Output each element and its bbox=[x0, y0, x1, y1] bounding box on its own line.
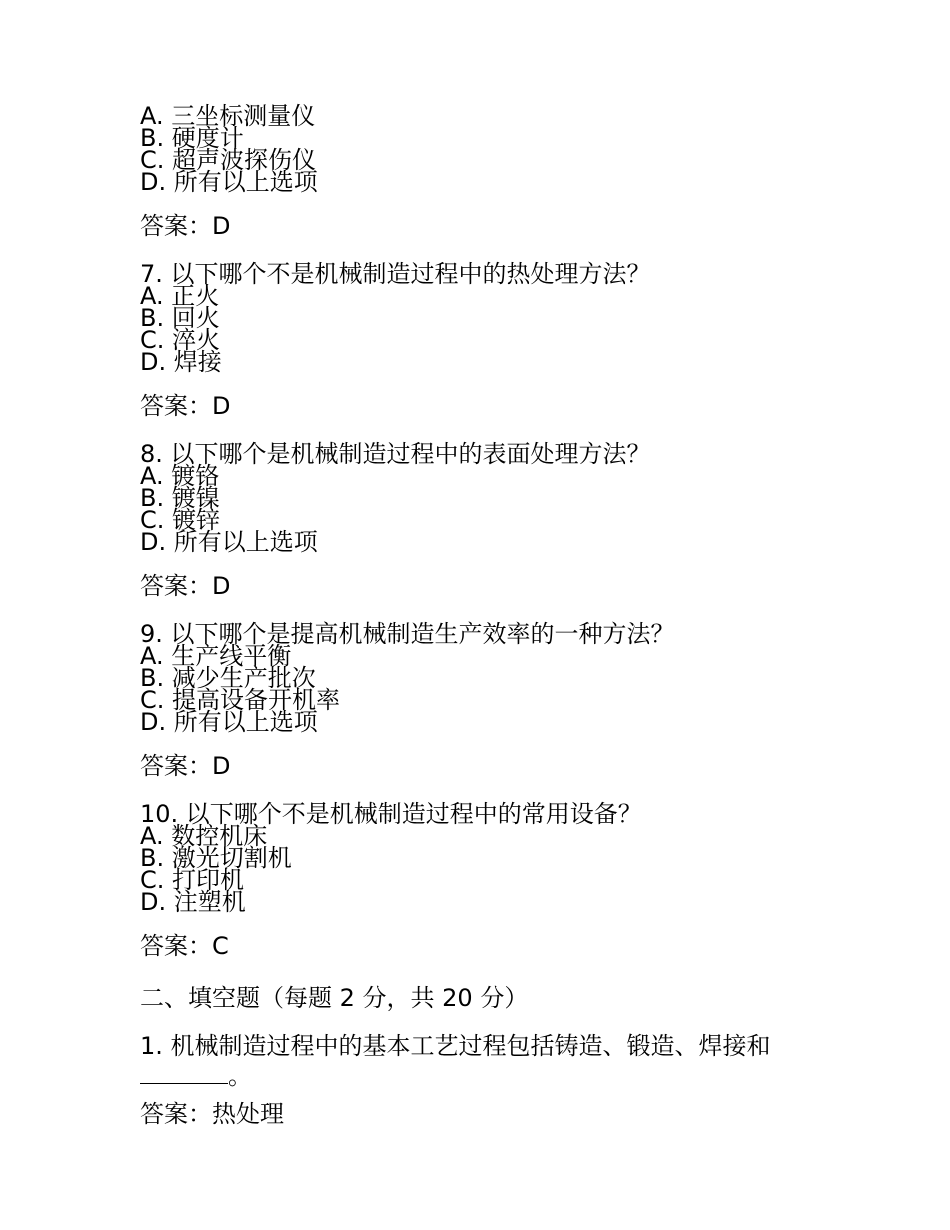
option-a: A. 数控机床 bbox=[140, 822, 268, 850]
question-block-8 bbox=[140, 440, 820, 601]
option-b: B. 激光切割机 bbox=[140, 844, 292, 872]
option-d: D. 所有以上选项 bbox=[140, 528, 318, 556]
option-b: B. 硬度计 bbox=[140, 124, 244, 152]
option-b: B. 镀镍 bbox=[140, 484, 220, 512]
question-text: 8. 以下哪个是机械制造过程中的表面处理方法？ bbox=[140, 440, 651, 468]
option-b: B. 回火 bbox=[140, 304, 220, 332]
option-a: A. 生产线平衡 bbox=[140, 642, 292, 670]
answer-blank bbox=[140, 1063, 228, 1084]
option-d: D. 所有以上选项 bbox=[140, 708, 318, 736]
question-block-10 bbox=[140, 800, 820, 961]
option-c: C. 提高设备开机率 bbox=[140, 686, 341, 714]
question-text: 9. 以下哪个是提高机械制造生产效率的一种方法？ bbox=[140, 620, 675, 648]
option-a: A. 三坐标测量仪 bbox=[140, 102, 316, 130]
option-c: C. 镀锌 bbox=[140, 506, 221, 534]
option-b: B. 减少生产批次 bbox=[140, 664, 316, 692]
option-c: C. 打印机 bbox=[140, 866, 245, 894]
answer-text: 答案：热处理 bbox=[140, 1100, 284, 1128]
answer-text: 答案：D bbox=[140, 752, 231, 780]
answer-text: 答案：C bbox=[140, 932, 229, 960]
question-block-7 bbox=[140, 260, 820, 421]
option-d: D. 所有以上选项 bbox=[140, 168, 318, 196]
option-d: D. 注塑机 bbox=[140, 888, 246, 916]
fill-question-text bbox=[140, 1031, 810, 1091]
answer-text: 答案：D bbox=[140, 212, 231, 240]
option-d: D. 焊接 bbox=[140, 348, 222, 376]
question-block-9 bbox=[140, 620, 820, 781]
option-a: A. 正火 bbox=[140, 282, 220, 310]
fill-question-stem: 1. 机械制造过程中的基本工艺过程包括铸造、锻造、焊接和 bbox=[140, 1032, 771, 1060]
option-a: A. 镀铬 bbox=[140, 462, 220, 490]
question-text: 10. 以下哪个不是机械制造过程中的常用设备？ bbox=[140, 800, 642, 828]
fill-question-block-1 bbox=[140, 1031, 820, 1129]
answer-text: 答案：D bbox=[140, 392, 231, 420]
answer-text: 答案：D bbox=[140, 572, 231, 600]
section-heading-fill-in: 二、填空题（每题 2 分，共 20 分） bbox=[140, 984, 529, 1012]
option-c: C. 淬火 bbox=[140, 326, 221, 354]
option-c: C. 超声波探伤仪 bbox=[140, 146, 317, 174]
fill-question-tail: 。 bbox=[228, 1062, 252, 1090]
question-text: 7. 以下哪个不是机械制造过程中的热处理方法？ bbox=[140, 260, 651, 288]
question-block-6 bbox=[140, 102, 820, 241]
document-content bbox=[140, 102, 820, 1129]
